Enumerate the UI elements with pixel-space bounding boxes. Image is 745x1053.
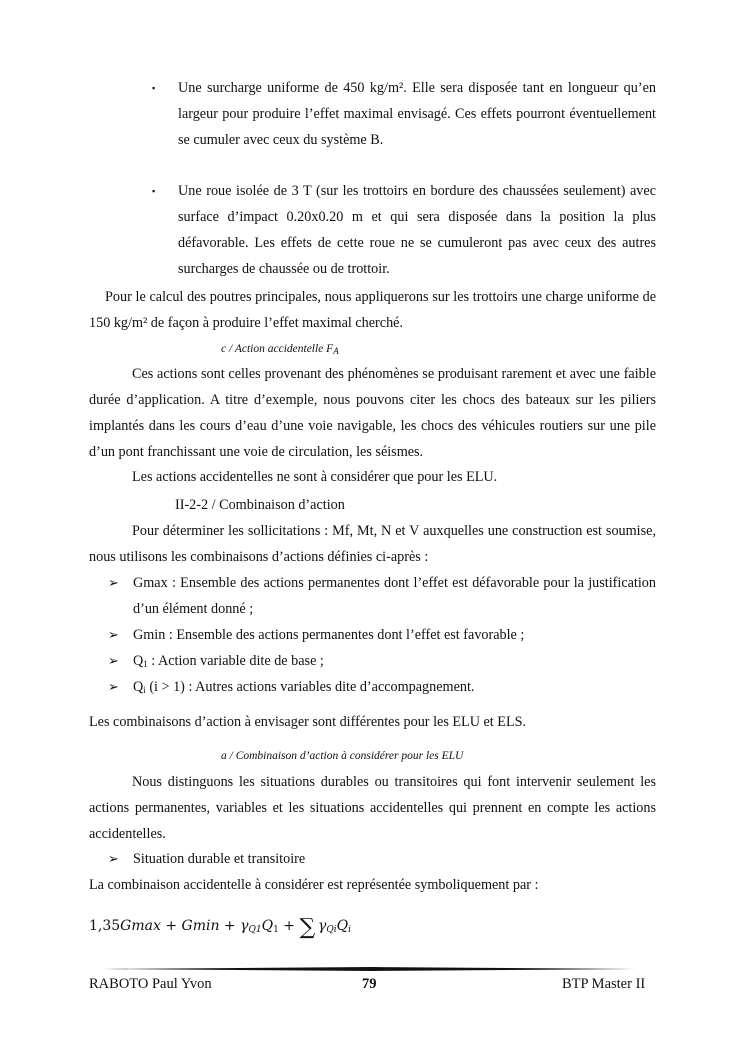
bullet-text: Une roue isolée de 3 T (sur les trottoirs en bordure des chaussées seulement) avec surface d’impact 0.20x0.20 m et qui sera disposée dans la position la plus défavorable. Les effets de cette roue ne se cumuleront pas avec ceux des autres surcharges de chaussée ou de trottoir. (178, 183, 656, 277)
summation-icon: ∑ (299, 915, 316, 940)
arrow-bullet-icon: ➢ (108, 679, 119, 694)
arrow-bullet-icon: ➢ (108, 627, 119, 642)
arrow-bullet-icon: ➢ (108, 575, 119, 590)
list-item-situation-durable: ➢ Situation durable et transitoire (108, 846, 656, 872)
bullet-item-surcharge (152, 75, 656, 153)
footer-divider (102, 967, 642, 971)
footer-author: RABOTO Paul Yvon (89, 976, 212, 992)
paragraph-poutres: Pour le calcul des poutres principales, nous appliquerons sur les trottoirs une charge uniforme de 150 kg/m² de façon à produire l’effet maximal cherché. (89, 289, 656, 331)
section-heading-combinaison: II-2-2 / Combinaison d’action (175, 497, 345, 513)
paragraph-accidentelles: Ces actions sont celles provenant des phénomènes se produisant rarement et avec une faible durée d’application. A titre d’exemple, nous pouvons citer les chocs des bateaux sur les piliers implantés dans les cours d’eau d’une voie navigable, les chocs des véhicules routiers sur une pile d’un pont franchissant une voie de circulation, les séismes. (89, 366, 656, 460)
square-bullet-icon: ▪ (152, 186, 156, 196)
bullet-text: Une surcharge uniforme de 450 kg/m². Elle sera disposée tant en longueur qu’en largeur pour produire l’effet maximal envisagé. Ces effets pourront éventuellement se cumuler avec ceux du système B. (178, 80, 656, 148)
heading-combinaison-elu: a / Combinaison d’action à considérer pour les ELU (221, 750, 464, 762)
list-item-gmax: ➢ Gmax : Ensemble des actions permanentes dont l’effet est défavorable pour la justification d’un élément donné ; (108, 570, 656, 622)
bullet-item-roue (152, 178, 656, 282)
list-item-q1: ➢ $Q_1$ : Action variable dite de base ; (108, 648, 656, 677)
paragraph-sollicitations: Pour déterminer les sollicitations : Mf, Mt, N et V auxquelles une construction est soumise, nous utilisons les combinaisons d’actions définies ci-après : (89, 523, 656, 565)
list-item-gmin: ➢ Gmin : Ensemble des actions permanentes dont l’effet est favorable ; (108, 622, 656, 648)
footer-page-number: 79 (362, 976, 377, 992)
paragraph-combinaisons: Les combinaisons d’action à envisager sont différentes pour les ELU et ELS. (89, 714, 527, 730)
heading-action-accidentelle: c / Action accidentelle $F_A$ (221, 343, 339, 356)
square-bullet-icon: ▪ (152, 83, 156, 93)
paragraph-situations: Nous distinguons les situations durables ou transitoires qui font intervenir seulement les actions permanentes, variables et les situations accidentelles qui prennent en compte les actions accidentelles. (89, 774, 656, 842)
footer-course: BTP Master II (562, 976, 646, 992)
arrow-bullet-icon: ➢ (108, 851, 119, 866)
paragraph-elu-only: Les actions accidentelles ne sont à considérer que pour les ELU. (132, 469, 498, 485)
arrow-bullet-icon: ➢ (108, 653, 119, 668)
list-item-qi: ➢ $Q_i$ (i > 1) : Autres actions variables dite d’accompagnement. (108, 674, 656, 703)
combination-formula: $1,35Gmax + Gmin + \gamma_{Q1}Q_1$ + ∑ $\gamma_{Qi}Q_i$ (89, 915, 351, 940)
paragraph-symbolique: La combinaison accidentelle à considérer est représentée symboliquement par : (89, 877, 539, 893)
